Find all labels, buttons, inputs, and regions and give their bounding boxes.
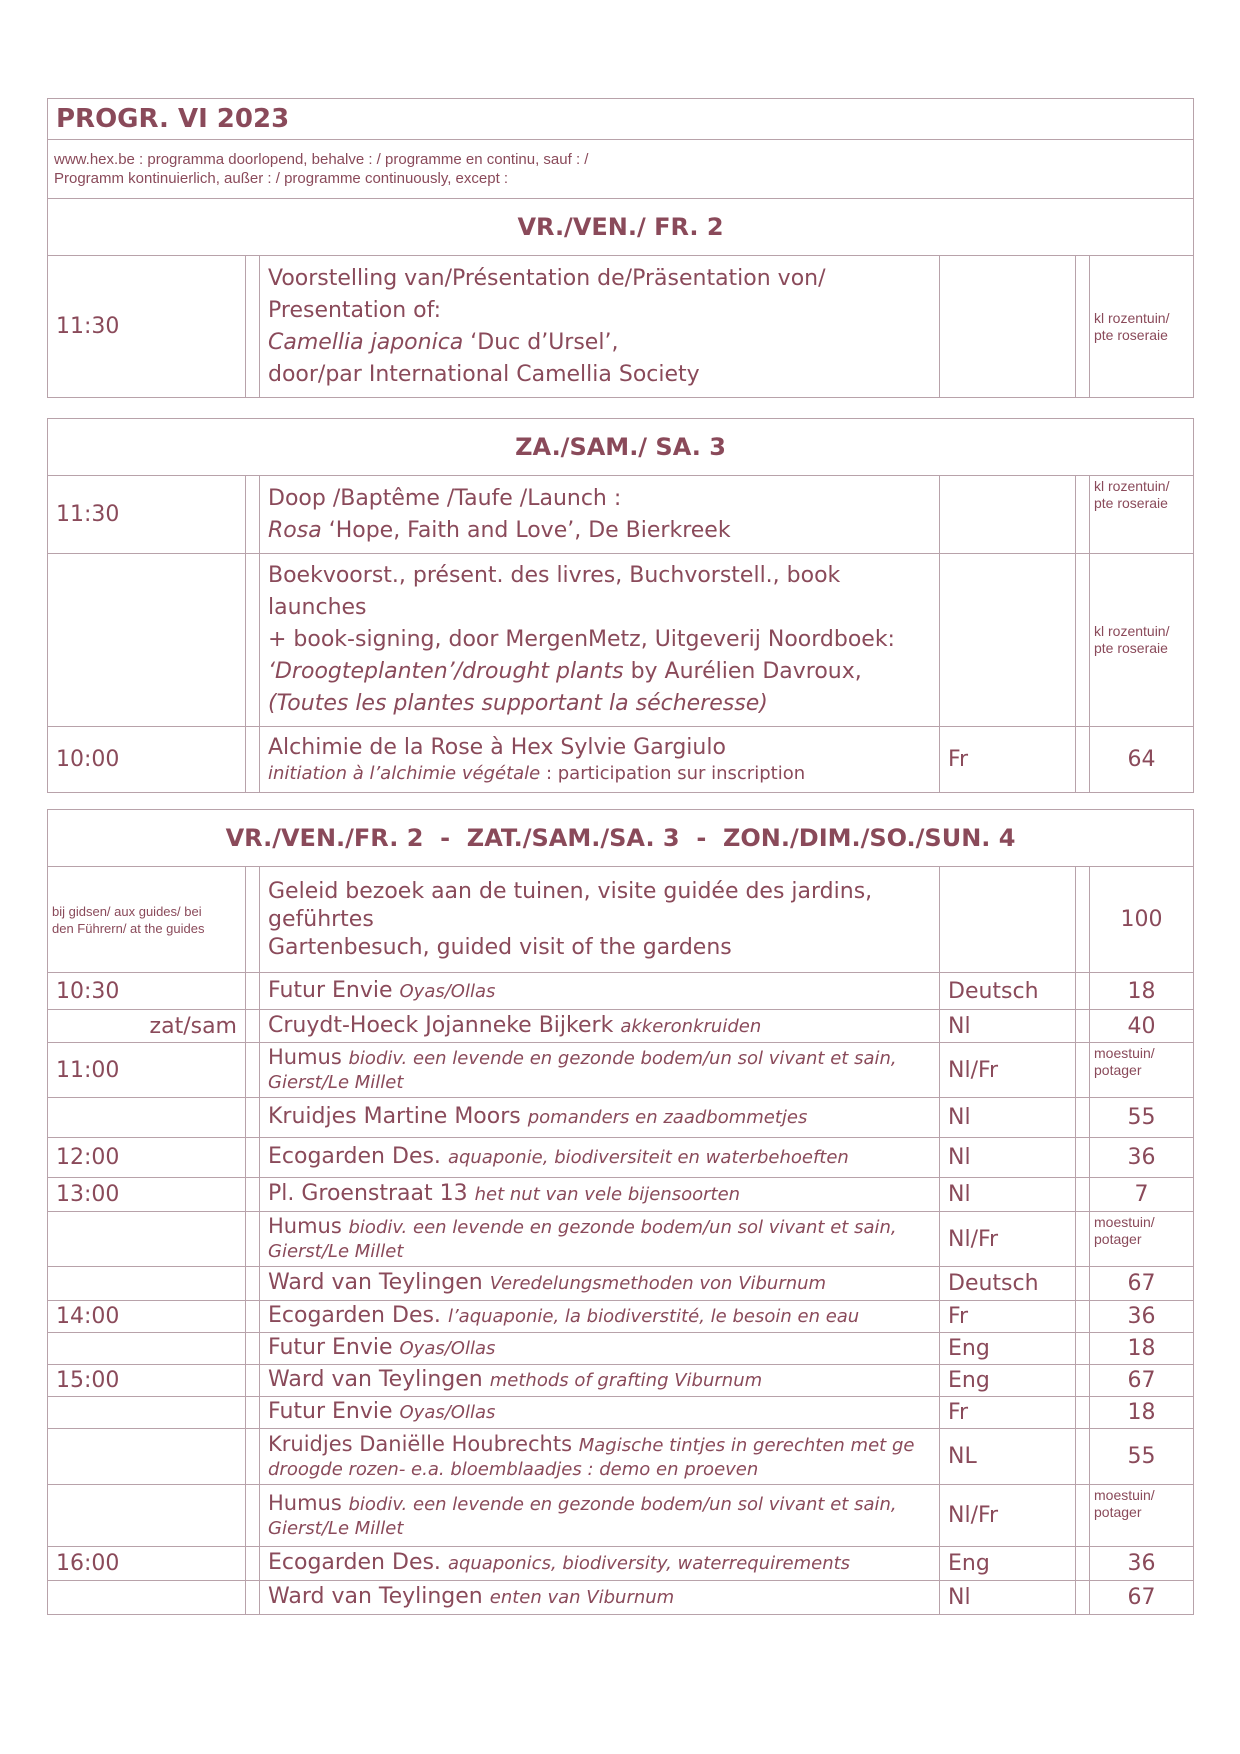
event-time: zat/sam — [48, 1010, 246, 1043]
desc-line: Voorstelling van/Présentation de/Präsentation von/ — [268, 265, 826, 291]
cultivar-name: ‘Duc d’Ursel’, — [463, 329, 619, 355]
location-cell — [1090, 1485, 1194, 1547]
event-description — [260, 973, 940, 1010]
event-description — [260, 1138, 940, 1178]
location-line: kl rozentuin/ — [1094, 478, 1170, 494]
day-heading-saturday: ZA./SAM./ SA. 3 — [48, 419, 1194, 476]
spacer-cell — [1076, 727, 1090, 793]
table-row — [48, 1547, 1194, 1581]
book-author: by Aurélien Davroux, — [623, 659, 862, 684]
desc-line: Boekvoorst., présent. des livres, Buchvorstell., book launches — [268, 563, 841, 620]
desc-line: Geleid bezoek aan de tuinen, visite guidée des jardins, geführtes — [268, 878, 873, 932]
table-row — [48, 256, 1194, 398]
exhibitor-name: Kruidjes Martine Moors — [268, 1104, 521, 1129]
exhibitor-name: Ward van Teylingen — [268, 1270, 483, 1295]
spacer-cell — [1076, 554, 1090, 727]
exhibitor-name: Ward van Teylingen — [268, 1584, 483, 1609]
desc-line — [268, 656, 931, 688]
spacer-cell — [246, 1397, 260, 1429]
spacer-cell — [1076, 1429, 1090, 1485]
event-time: 15:00 — [48, 1365, 246, 1397]
spacer-cell — [1076, 1043, 1090, 1098]
location-cell — [1090, 256, 1194, 398]
spacer-cell — [246, 256, 260, 398]
event-time — [48, 1429, 246, 1485]
desc-line — [268, 1214, 931, 1240]
event-time — [48, 554, 246, 727]
event-time — [48, 1581, 246, 1615]
spacer-cell — [246, 1581, 260, 1615]
cultivar-name: ‘Hope, Faith and Love’, De Bierkreek — [321, 517, 731, 543]
event-description — [260, 1581, 940, 1615]
location-cell — [1090, 1212, 1194, 1267]
language-cell — [940, 867, 1076, 973]
event-topic: Oyas/Ollas — [399, 980, 496, 1002]
spacer-cell — [246, 1212, 260, 1267]
location-line: potager — [1094, 1504, 1142, 1520]
event-topic: het nut van vele bijensoorten — [474, 1184, 741, 1205]
spacer-cell — [1076, 1485, 1090, 1547]
stand-number: 67 — [1090, 1267, 1194, 1301]
table-row — [48, 1581, 1194, 1615]
exhibitor-name: Humus — [268, 1214, 342, 1238]
desc-line: Gartenbesuch, guided visit of the gardens — [268, 934, 732, 960]
event-description — [260, 1397, 940, 1429]
language-cell: Nl — [940, 1010, 1076, 1043]
event-description — [260, 256, 940, 398]
location-line: kl rozentuin/ — [1094, 623, 1170, 639]
spacer-cell — [1076, 476, 1090, 554]
event-topic-continued: Gierst/Le Millet — [268, 1517, 404, 1539]
spacer-cell — [246, 476, 260, 554]
event-topic: Oyas/Ollas — [399, 1402, 496, 1423]
language-cell: Nl — [940, 1098, 1076, 1138]
spacer-cell — [1076, 1301, 1090, 1333]
exhibitor-name: Humus — [268, 1490, 342, 1515]
language-cell: Nl/Fr — [940, 1485, 1076, 1547]
table-row — [48, 1365, 1194, 1397]
language-cell: Nl — [940, 1581, 1076, 1615]
intro-text — [48, 140, 1194, 199]
exhibitor-name: Pl. Groenstraat 13 — [268, 1181, 468, 1206]
location-cell — [1090, 554, 1194, 727]
event-time — [48, 867, 246, 973]
desc-line — [268, 1432, 931, 1458]
intro-line-1: www.hex.be : programma doorlopend, behalve : / programme en continu, sauf : / — [54, 151, 589, 168]
location-line: moestuin/ — [1094, 1487, 1155, 1503]
stand-number: 18 — [1090, 973, 1194, 1010]
weekend-rows — [48, 973, 1194, 1615]
day-heading-friday: VR./VEN./ FR. 2 — [48, 199, 1194, 256]
stand-number: 36 — [1090, 1547, 1194, 1581]
spacer-cell — [246, 973, 260, 1010]
location-line: moestuin/ — [1094, 1045, 1155, 1061]
table-row — [48, 1333, 1194, 1365]
intro-line-2: Programm kontinuierlich, außer : / programme continuously, except : — [54, 170, 509, 187]
spacer-cell — [1076, 973, 1090, 1010]
language-cell: Fr — [940, 1301, 1076, 1333]
event-time — [48, 1485, 246, 1547]
event-description — [260, 1178, 940, 1212]
species-name: Camellia japonica — [268, 329, 464, 355]
event-description — [260, 1267, 940, 1301]
language-cell: Nl/Fr — [940, 1043, 1076, 1098]
spacer-cell — [246, 554, 260, 727]
table-row — [48, 554, 1194, 727]
table-row — [48, 973, 1194, 1010]
language-cell: Nl — [940, 1138, 1076, 1178]
table-row — [48, 1043, 1194, 1098]
event-topic: l’aquaponie, la biodiverstité, le besoin en eau — [447, 1306, 860, 1327]
spacer-cell — [246, 1178, 260, 1212]
event-time: 10:30 — [48, 973, 246, 1010]
stand-number: 55 — [1090, 1429, 1194, 1485]
desc-line — [268, 762, 931, 786]
spacer-cell — [246, 1547, 260, 1581]
location-line: pte roseraie — [1094, 326, 1168, 343]
stand-number: 18 — [1090, 1333, 1194, 1365]
event-description — [260, 867, 940, 973]
language-cell: Nl/Fr — [940, 1212, 1076, 1267]
location-cell — [1090, 476, 1194, 554]
spacer-cell — [246, 1485, 260, 1547]
spacer-cell — [1076, 1138, 1090, 1178]
exhibitor-name: Futur Envie — [268, 1335, 393, 1360]
event-topic: aquaponics, biodiversity, waterrequirements — [447, 1553, 851, 1574]
desc-line: door/par International Camellia Society — [268, 361, 700, 387]
event-description — [260, 727, 940, 793]
table-row — [48, 1397, 1194, 1429]
table-row — [48, 1010, 1194, 1043]
stand-number: 18 — [1090, 1397, 1194, 1429]
weekend-table — [47, 809, 1194, 1615]
spacer-cell — [246, 1138, 260, 1178]
event-time: 13:00 — [48, 1178, 246, 1212]
event-topic-continued: Gierst/Le Millet — [268, 1241, 404, 1262]
event-time — [48, 1397, 246, 1429]
event-topic: akkeronkruiden — [620, 1015, 762, 1037]
spacer-cell — [246, 1010, 260, 1043]
table-row — [48, 1429, 1194, 1485]
language-cell: Fr — [940, 1397, 1076, 1429]
table-row — [48, 1301, 1194, 1333]
spacer-cell — [246, 1301, 260, 1333]
event-time: 11:30 — [48, 476, 246, 554]
location-line: pte roseraie — [1094, 640, 1168, 656]
spacer-cell — [1076, 1333, 1090, 1365]
table-row — [48, 1178, 1194, 1212]
spacer-cell — [1076, 1547, 1090, 1581]
spacer-cell — [246, 1267, 260, 1301]
spacer-cell — [1076, 1098, 1090, 1138]
exhibitor-name: Futur Envie — [268, 1399, 393, 1424]
event-note: : participation sur inscription — [540, 762, 806, 784]
event-description — [260, 1429, 940, 1485]
desc-line: Presentation of: — [268, 297, 441, 323]
event-time: 14:00 — [48, 1301, 246, 1333]
event-topic: enten van Viburnum — [489, 1587, 675, 1608]
spacer-cell — [1076, 1212, 1090, 1267]
event-time: 11:00 — [48, 1043, 246, 1098]
spacer-cell — [246, 1043, 260, 1098]
language-cell: Eng — [940, 1333, 1076, 1365]
table-row — [48, 1267, 1194, 1301]
program-sheet — [47, 98, 1193, 1615]
day-heading-weekend: VR./VEN./FR. 2 - ZAT./SAM./SA. 3 - ZON./DIM./SO./SUN. 4 — [48, 810, 1194, 867]
event-description — [260, 1098, 940, 1138]
location-cell — [1090, 1043, 1194, 1098]
desc-line — [268, 327, 931, 359]
event-topic: methods of grafting Viburnum — [489, 1370, 763, 1391]
spacer-cell — [246, 867, 260, 973]
stand-number: 55 — [1090, 1098, 1194, 1138]
event-topic: initiation à l’alchimie végétale — [268, 762, 541, 784]
spacer-cell — [1076, 1178, 1090, 1212]
event-topic: Veredelungsmethoden von Viburnum — [489, 1273, 827, 1294]
spacer-cell — [246, 1429, 260, 1485]
location-line: potager — [1094, 1231, 1142, 1247]
language-cell — [940, 554, 1076, 727]
event-topic: biodiv. een levende en gezonde bodem/un sol vivant et sain, — [348, 1493, 897, 1515]
exhibitor-name: Futur Envie — [268, 977, 393, 1003]
exhibitor-name: Ward van Teylingen — [268, 1367, 483, 1392]
spacer-cell — [246, 1365, 260, 1397]
event-time — [48, 1267, 246, 1301]
event-description — [260, 1212, 940, 1267]
language-cell: Fr — [940, 727, 1076, 793]
desc-line — [268, 515, 931, 547]
exhibitor-name: Ecogarden Des. — [268, 1303, 441, 1328]
language-cell: NL — [940, 1429, 1076, 1485]
spacer-cell — [1076, 1397, 1090, 1429]
table-row — [48, 1485, 1194, 1547]
event-description — [260, 1485, 940, 1547]
desc-line — [268, 1491, 931, 1517]
stand-number: 36 — [1090, 1138, 1194, 1178]
event-topic: biodiv. een levende en gezonde bodem/un sol vivant et sain, — [348, 1048, 897, 1069]
spacer-cell — [246, 1098, 260, 1138]
table-row — [48, 1138, 1194, 1178]
event-topic: Magische tintjes in gerechten met ge — [578, 1434, 915, 1456]
language-cell: Deutsch — [940, 973, 1076, 1010]
table-row — [48, 476, 1194, 554]
event-description — [260, 476, 940, 554]
event-time: 12:00 — [48, 1138, 246, 1178]
stand-number: 40 — [1090, 1010, 1194, 1043]
spacer-cell — [1076, 867, 1090, 973]
table-row — [48, 1098, 1194, 1138]
spacer-cell — [1076, 1267, 1090, 1301]
event-time: 16:00 — [48, 1547, 246, 1581]
event-time: 11:30 — [48, 256, 246, 398]
friday-table — [47, 98, 1194, 398]
time-line: bij gidsen/ aux guides/ bei — [52, 903, 202, 919]
exhibitor-name: Ecogarden Des. — [268, 1144, 441, 1169]
spacer-cell — [1076, 1365, 1090, 1397]
desc-line — [268, 1045, 931, 1071]
event-topic: biodiv. een levende en gezonde bodem/un sol vivant et sain, — [348, 1217, 897, 1238]
event-time — [48, 1333, 246, 1365]
spacer-cell — [1076, 1010, 1090, 1043]
event-description — [260, 1301, 940, 1333]
stand-number: 36 — [1090, 1301, 1194, 1333]
event-topic: pomanders en zaadbommetjes — [527, 1107, 808, 1128]
event-time: 10:00 — [48, 727, 246, 793]
event-topic-continued: Gierst/Le Millet — [268, 1072, 404, 1093]
language-cell: Nl — [940, 1178, 1076, 1212]
stand-number: 64 — [1090, 727, 1194, 793]
event-description — [260, 1365, 940, 1397]
stand-number: 67 — [1090, 1365, 1194, 1397]
stand-number: 67 — [1090, 1581, 1194, 1615]
location-line: potager — [1094, 1062, 1142, 1078]
page-title: PROGR. VI 2023 — [48, 99, 1194, 140]
stand-number: 100 — [1090, 867, 1194, 973]
language-cell: Eng — [940, 1365, 1076, 1397]
event-time — [48, 1212, 246, 1267]
event-description — [260, 554, 940, 727]
event-topic: Oyas/Ollas — [399, 1338, 496, 1359]
desc-line: Alchimie de la Rose à Hex Sylvie Gargiulo — [268, 734, 726, 760]
book-title: ‘Droogteplanten’/drought plants — [268, 659, 624, 684]
spacer-cell — [1076, 1581, 1090, 1615]
exhibitor-name: Cruydt-Hoeck Jojanneke Bijkerk — [268, 1012, 614, 1038]
saturday-table — [47, 418, 1194, 793]
time-line: den Führern/ at the guides — [52, 920, 205, 936]
event-time — [48, 1098, 246, 1138]
book-subtitle: (Toutes les plantes supportant la sécheresse) — [268, 691, 768, 716]
exhibitor-name: Kruidjes Daniëlle Houbrechts — [268, 1431, 573, 1456]
event-description — [260, 1333, 940, 1365]
language-cell: Eng — [940, 1547, 1076, 1581]
event-description — [260, 1547, 940, 1581]
exhibitor-name: Humus — [268, 1045, 342, 1069]
language-cell: Deutsch — [940, 1267, 1076, 1301]
stand-number: 7 — [1090, 1178, 1194, 1212]
desc-line: + book-signing, door MergenMetz, Uitgeverij Noordboek: — [268, 627, 895, 652]
event-topic-continued: droogde rozen- e.a. bloemblaadjes : demo en proeven — [268, 1458, 759, 1480]
table-row — [48, 1212, 1194, 1267]
exhibitor-name: Ecogarden Des. — [268, 1550, 441, 1575]
table-row — [48, 867, 1194, 973]
event-description — [260, 1010, 940, 1043]
event-topic: aquaponie, biodiversiteit en waterbehoeften — [447, 1147, 849, 1168]
species-name: Rosa — [268, 517, 322, 543]
spacer-cell — [246, 727, 260, 793]
table-row — [48, 727, 1194, 793]
language-cell — [940, 476, 1076, 554]
desc-line: Doop /Baptême /Taufe /Launch : — [268, 485, 622, 511]
location-line: pte roseraie — [1094, 495, 1168, 511]
location-line: moestuin/ — [1094, 1214, 1155, 1230]
spacer-cell — [1076, 256, 1090, 398]
event-description — [260, 1043, 940, 1098]
language-cell — [940, 256, 1076, 398]
location-line: kl rozentuin/ — [1094, 309, 1170, 326]
spacer-cell — [246, 1333, 260, 1365]
